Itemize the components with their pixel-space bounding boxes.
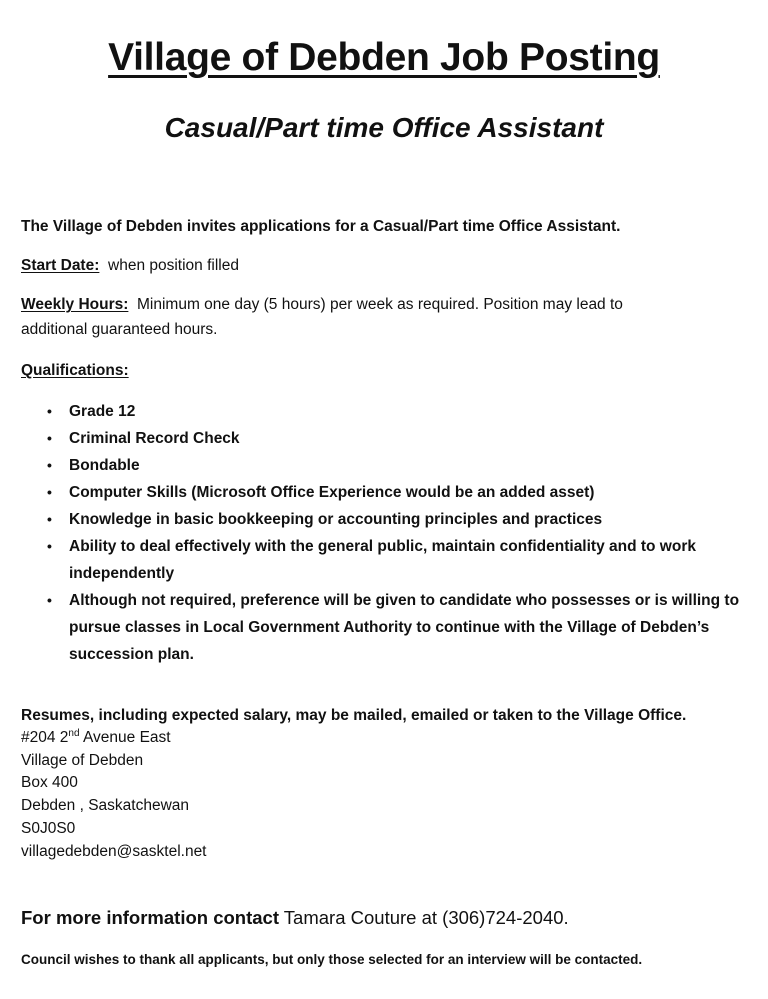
qualification-text: Grade 12: [69, 403, 136, 420]
contact-line: [21, 904, 569, 932]
address-email: villagedebden@sasktel.net: [21, 842, 207, 860]
bullet-icon: •: [47, 511, 52, 527]
qualification-text: Computer Skills (Microsoft Office Experience would be an added asset): [69, 484, 595, 501]
qualification-text: Knowledge in basic bookkeeping or accounting principles and practices: [69, 511, 603, 528]
list-item: [21, 587, 751, 668]
weekly-hours-paragraph: [21, 292, 750, 342]
address-line-city: Debden , Saskatchewan: [21, 797, 190, 815]
weekly-hours-value-line1: Minimum one day (5 hours) per week as required. Position may lead to: [137, 296, 623, 313]
address-street-number: #204 2: [21, 729, 69, 746]
bullet-icon: •: [47, 538, 52, 554]
bullet-icon: •: [47, 430, 52, 446]
address-street-name: Avenue East: [79, 729, 171, 746]
start-date-label: Start Date:: [21, 257, 100, 274]
contact-details: Tamara Couture at (306)724-2040.: [279, 907, 569, 928]
list-item: [21, 479, 751, 506]
mailing-address: [21, 727, 207, 863]
qualification-text: Criminal Record Check: [69, 430, 240, 447]
qualifications-heading: Qualifications:: [21, 362, 129, 379]
qualifications-list: [21, 398, 751, 668]
address-line-village: Village of Debden: [21, 751, 144, 769]
weekly-hours-value-line2: additional guaranteed hours.: [21, 321, 218, 338]
qualification-text: Although not required, preference will be given to candidate who possesses or is willing to pursue classes in Local Government Authority to continue with the Village of Debden’s succession plan.: [69, 592, 740, 663]
contact-label: For more information contact: [21, 907, 279, 928]
qualification-text: Bondable: [69, 457, 140, 474]
bullet-icon: •: [47, 484, 52, 500]
page-title: Village of Debden Job Posting: [108, 36, 660, 79]
list-item: [21, 425, 751, 452]
bullet-icon: •: [47, 592, 52, 608]
address-line-postal: S0J0S0: [21, 819, 76, 837]
start-date-value: when position filled: [108, 257, 239, 274]
address-street: [21, 727, 207, 750]
list-item: [21, 398, 751, 425]
qualification-text: Ability to deal effectively with the general public, maintain confidentiality and to work independently: [69, 538, 696, 582]
intro-text: The Village of Debden invites applications for a Casual/Part time Office Assistant.: [21, 218, 621, 235]
address-street-ordinal: nd: [68, 727, 80, 739]
bullet-icon: •: [47, 457, 52, 473]
start-date-line: [21, 253, 750, 278]
bullet-icon: •: [47, 403, 52, 419]
address-line-box: Box 400: [21, 774, 78, 792]
footer-note: Council wishes to thank all applicants, but only those selected for an interview will be contacted.: [21, 952, 643, 967]
list-item: [21, 533, 751, 587]
weekly-hours-label: Weekly Hours:: [21, 296, 129, 313]
page-subtitle: Casual/Part time Office Assistant: [164, 112, 604, 143]
list-item: [21, 506, 751, 533]
list-item: [21, 452, 751, 479]
application-instructions: Resumes, including expected salary, may be mailed, emailed or taken to the Village Office.: [21, 707, 687, 724]
